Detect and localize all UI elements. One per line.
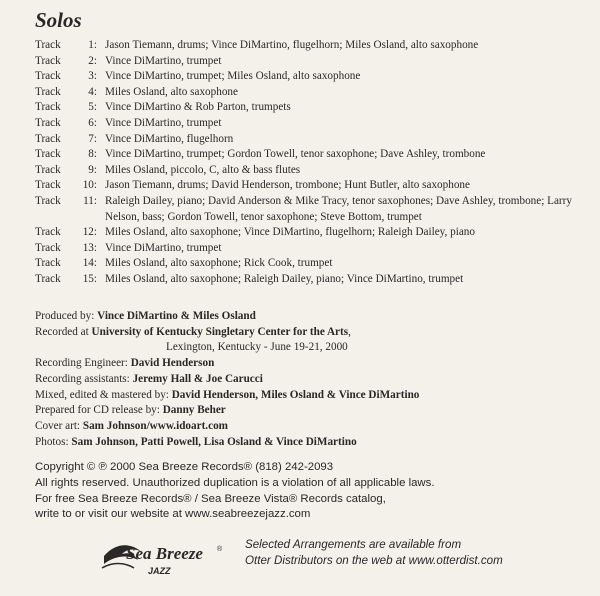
track-number: 2:	[88, 54, 97, 67]
distribution-line-1: Selected Arrangements are available from	[245, 538, 462, 551]
track-soloists: Vince DiMartino & Rob Parton, trumpets	[105, 101, 291, 114]
engineer-value: David Henderson	[130, 357, 215, 370]
track-number: 10:	[82, 179, 97, 192]
credits-section	[35, 309, 595, 450]
track-label: Track	[35, 116, 61, 129]
track-soloists: Vince DiMartino, trumpet; Miles Osland, alto saxophone	[105, 70, 361, 83]
recorded-location: Lexington, Kentucky - June 19-21, 2000	[166, 341, 348, 354]
cover-value: Sam Johnson/www.idoart.com	[82, 419, 228, 432]
track-label: Track	[35, 54, 61, 67]
mixed-value: David Henderson, Miles Osland & Vince DiMartino	[171, 388, 420, 401]
track-soloists: Vince DiMartino, trumpet	[105, 241, 222, 254]
track-row	[35, 256, 595, 272]
track-list	[35, 38, 595, 288]
track-row	[35, 100, 595, 116]
track-soloists: Vince DiMartino, trumpet	[105, 116, 222, 129]
track-label: Track	[35, 163, 61, 176]
track-number: 4:	[88, 85, 97, 98]
track-label: Track	[35, 148, 61, 161]
distribution-line-2: Otter Distributors on the web at www.otterdist.com	[245, 553, 503, 567]
assistants-line	[35, 372, 595, 388]
cover-label: Cover art:	[35, 419, 81, 432]
logo-sub: JAZZ	[148, 566, 171, 576]
track-soloists: Jason Tiemann, drums; David Henderson, trombone; Hunt Butler, alto saxophone	[105, 179, 470, 192]
track-number: 14:	[82, 257, 97, 270]
cover-line	[35, 419, 595, 435]
track-row	[35, 178, 595, 194]
track-label: Track	[35, 272, 61, 285]
produced-label: Produced by:	[35, 310, 95, 322]
assistants-label: Recording assistants:	[35, 372, 130, 385]
track-label: Track	[35, 101, 61, 114]
track-soloists: Miles Osland, piccolo, C, alto & bass flutes	[105, 163, 301, 176]
track-number: 12:	[82, 226, 97, 239]
track-row	[35, 54, 595, 70]
wave-line-icon	[102, 564, 134, 569]
track-label: Track	[35, 226, 61, 239]
track-label: Track	[35, 70, 61, 83]
track-soloists: Vince DiMartino, trumpet	[105, 54, 222, 67]
track-number: 7:	[88, 132, 97, 145]
track-number: 13:	[82, 241, 97, 254]
track-row	[35, 85, 595, 101]
catalog-line: For free Sea Breeze Records® / Sea Breeze Vista® Records catalog,	[35, 492, 386, 505]
recorded-label: Recorded at	[35, 325, 89, 338]
track-row	[35, 241, 595, 257]
photos-label: Photos:	[35, 435, 69, 448]
track-soloists: Jason Tiemann, drums; Vince DiMartino, flugelhorn; Miles Osland, alto saxophone	[105, 39, 479, 51]
track-soloists: Miles Osland, alto saxophone; Rick Cook, trumpet	[105, 257, 333, 270]
produced-line	[35, 309, 595, 325]
photos-line	[35, 435, 595, 451]
track-number: 1:	[88, 39, 97, 51]
track-row	[35, 194, 595, 225]
track-label: Track	[35, 132, 61, 145]
prepared-label: Prepared for CD release by:	[35, 404, 160, 417]
track-row	[35, 225, 595, 241]
rights-line: All rights reserved. Unauthorized duplication is a violation of all applicable laws.	[35, 476, 435, 489]
photos-value: Sam Johnson, Patti Powell, Lisa Osland & Vince DiMartino	[71, 435, 357, 448]
track-label: Track	[35, 241, 61, 254]
track-soloists: Vince DiMartino, flugelhorn	[105, 132, 234, 145]
track-soloists: Miles Osland, alto saxophone; Raleigh Dailey, piano; Vince DiMartino, trumpet	[105, 272, 464, 285]
recorded-line: Recorded at University of Kentucky Singletary Center for the Arts,	[35, 325, 351, 338]
legal-section	[35, 460, 575, 523]
mixed-label: Mixed, edited & mastered by:	[35, 388, 169, 401]
sea-breeze-jazz-logo	[98, 534, 226, 580]
track-number: 5:	[88, 101, 97, 114]
track-label: Track	[35, 194, 61, 207]
engineer-line	[35, 356, 595, 372]
track-number: 3:	[88, 70, 97, 83]
track-label: Track	[35, 257, 61, 270]
assistants-value: Jeremy Hall & Joe Carucci	[132, 372, 263, 385]
website-line: write to or visit our website at www.seabreezejazz.com	[35, 508, 311, 521]
track-number: 15:	[82, 272, 97, 285]
track-row	[35, 163, 595, 179]
track-soloists: Vince DiMartino, trumpet; Gordon Towell, tenor saxophone; Dave Ashley, trombone	[105, 148, 486, 161]
prepared-value: Danny Beher	[162, 404, 226, 417]
track-number: 6:	[88, 116, 97, 129]
prepared-line	[35, 403, 595, 419]
engineer-label: Recording Engineer:	[35, 357, 128, 370]
track-number: 8:	[88, 148, 97, 161]
track-soloists: Miles Osland, alto saxophone; Vince DiMartino, flugelhorn; Raleigh Dailey, piano	[105, 226, 475, 239]
track-row	[35, 147, 595, 163]
track-label: Track	[35, 39, 61, 51]
track-row	[35, 132, 595, 148]
copyright-line: Copyright © ℗ 2000 Sea Breeze Records® (818) 242-2093	[35, 461, 334, 473]
logo-wordmark: Sea Breeze	[126, 544, 203, 563]
track-label: Track	[35, 179, 61, 192]
track-label: Track	[35, 85, 61, 98]
track-soloists: Miles Osland, alto saxophone	[105, 85, 238, 98]
solos-heading: Solos	[35, 8, 82, 32]
distribution-note	[245, 537, 585, 568]
track-row	[35, 38, 595, 54]
recorded-value: University of Kentucky Singletary Center for the Arts	[91, 325, 349, 338]
track-number: 11:	[83, 194, 97, 207]
track-number: 9:	[88, 163, 97, 176]
track-row	[35, 116, 595, 132]
track-row	[35, 69, 595, 85]
mixed-line	[35, 388, 595, 404]
logo-registered: ®	[217, 546, 223, 553]
produced-value: Vince DiMartino & Miles Osland	[97, 310, 256, 322]
track-soloists: Raleigh Dailey, piano; David Anderson & Mike Tracy, tenor saxophones; Dave Ashley, trombone; Larry Nelson, bass; Gordon Towell, tenor saxophone; Steve Bottom, trumpet	[105, 194, 572, 223]
track-row	[35, 272, 595, 288]
